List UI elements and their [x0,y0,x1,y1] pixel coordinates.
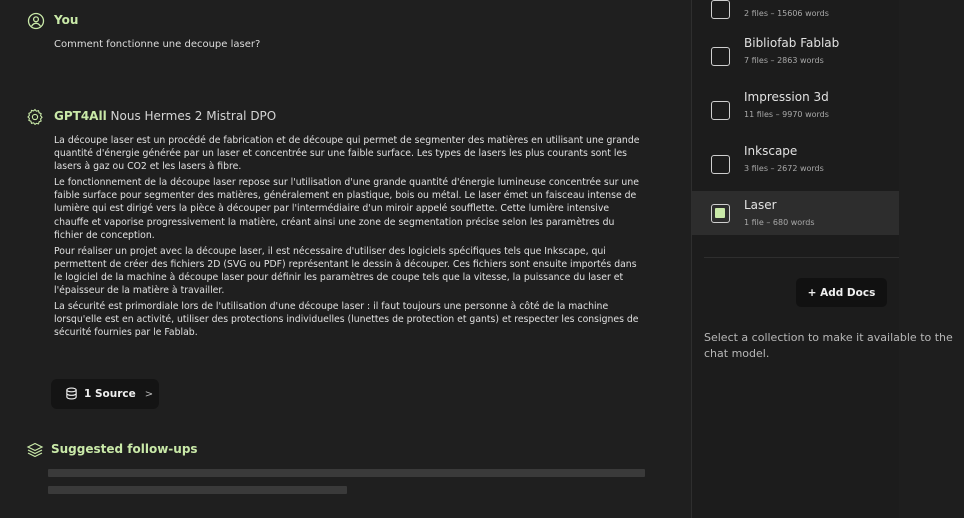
collection-checkbox[interactable] [711,47,730,66]
collection-item[interactable] [692,88,899,131]
collection-meta: 11 files – 9970 words [744,110,829,119]
add-docs-button[interactable]: + Add Docs [796,278,887,307]
followup-loading-bar [48,469,645,477]
collection-item-selected[interactable] [692,191,899,235]
collection-meta: 2 files – 15606 words [744,9,829,18]
user-prompt: Comment fonctionne une decoupe laser? [54,39,261,50]
assistant-model: Nous Hermes 2 Mistral DPO [110,109,277,123]
layers-icon [26,441,44,459]
sources-label: 1 Source [84,388,136,400]
followups-title: Suggested follow-ups [51,442,198,456]
sidebar-separator [704,257,899,258]
collection-name: Impression 3d [744,90,829,104]
assistant-header [54,109,276,123]
collection-checkbox[interactable] [711,101,730,120]
chevron-right-icon: > [144,388,154,400]
collection-name: Laser [744,198,777,212]
user-name: You [54,13,79,27]
answer-paragraph: Pour réaliser un projet avec la découpe laser, il est nécessaire d'utiliser des logiciels spécifiques tels que Inkscape, qui permettent de créer des fichiers 2D (SVG ou PDF) représentant le dessin à découper. Ces fichiers sont ensuite importés dans le logiciel de la machine à découpe laser pour définir les paramètres de coupe tels que la vitesse, la puissance du laser et l'épaisseur de la matière à travailler. [54,245,637,297]
assistant-gear-icon [26,108,44,126]
answer-paragraph: Le fonctionnement de la découpe laser repose sur l'utilisation d'une grande quantité d'énergie lumineuse concentrée sur une faible surface pour segmenter des matières, généralement en plastique, bois ou métal. Le laser émet un faisceau intense de lumière qui est dirigé vers la pièce à découper par l'intermédiaire d'un miroir appelé soufflette. Cette lumière intensive chauffe et vaporise progressivement la matière, créant ainsi une zone de segmentation précise selon les paramètres du fichier de conception. [54,177,639,241]
answer-paragraph: La découpe laser est un procédé de fabrication et de découpe qui permet de segmenter des matières en utilisant une grande quantité d'énergie générée par un laser et concentrée sur une faible surface. Les types de lasers les plus courants sont les lasers à gaz ou CO2 et les lasers à fibre. [54,135,640,173]
collections-hint: Select a collection to make it available to the chat model. [704,331,953,360]
followup-loading-bar [48,486,347,494]
collection-item[interactable] [692,0,899,30]
collection-meta: 7 files – 2863 words [744,56,824,65]
user-avatar-icon [27,12,45,30]
database-icon [65,385,78,404]
checkmark-fill [715,208,725,218]
assistant-answer [54,134,646,342]
collection-name: Inkscape [744,144,798,158]
collection-checkbox-checked[interactable] [711,204,730,223]
answer-paragraph: La sécurité est primordiale lors de l'utilisation d'une découpe laser : il faut toujours une personne à côté de la machine lorsqu'elle est en activité, utiliser des protections individuelles (lunettes de protection et gants) et respecter les consignes de sécurité fournies par le Fablab. [54,301,639,339]
assistant-name: GPT4All [54,109,107,123]
collections-panel [692,0,953,518]
collection-checkbox[interactable] [711,155,730,174]
collection-meta: 1 file – 680 words [744,218,815,227]
sources-button[interactable] [51,379,159,409]
collection-item[interactable] [692,34,899,77]
collection-meta: 3 files – 2672 words [744,164,824,173]
collection-item[interactable] [692,142,899,185]
collection-name: Bibliofab Fablab [744,36,840,50]
collection-checkbox[interactable] [711,0,730,19]
